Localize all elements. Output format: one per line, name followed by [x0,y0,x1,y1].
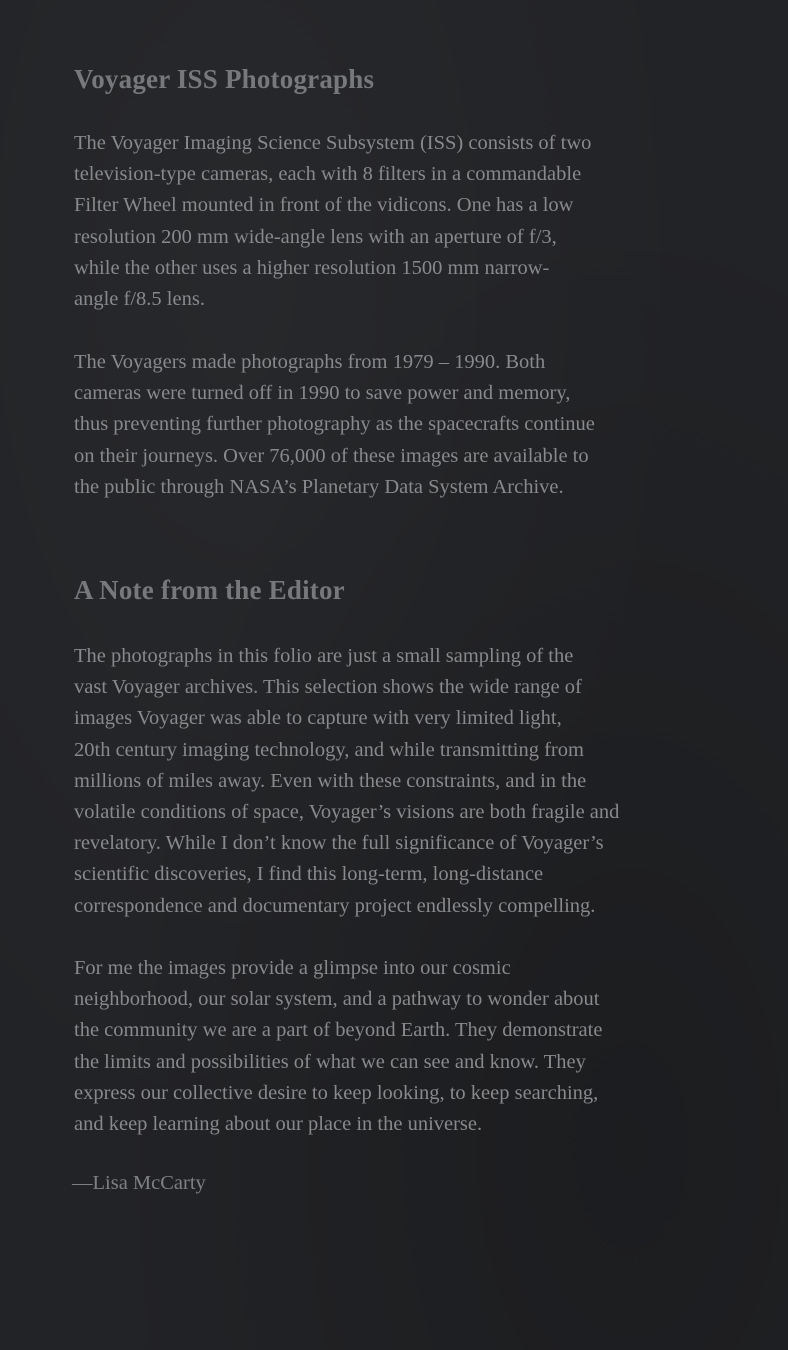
text-line: The Voyagers made photographs from 1979 – 1990. Both [74,351,546,373]
text-line: 20th century imaging technology, and while transmitting from [74,738,584,761]
section-heading-voyager-iss: Voyager ISS Photographs [74,64,375,94]
paragraph-editor-note-2 [74,953,724,1140]
text-line: on their journeys. Over 76,000 of these images are available to [74,444,589,467]
text-line: scientific discoveries, I find this long-term, long-distance [74,863,544,886]
section-heading-editor-note: A Note from the Editor [74,575,345,605]
text-line: television-type cameras, each with 8 filters in a commandable [74,163,582,186]
text-line: images Voyager was able to capture with very limited light, [74,707,562,730]
text-line: The Voyager Imaging Science Subsystem (ISS) consists of two [74,132,592,154]
text-line: millions of miles away. Even with these constraints, and in the [74,769,587,792]
paragraph-editor-note-1 [74,641,724,922]
text-line: volatile conditions of space, Voyager’s visions are both fragile and [74,801,620,824]
text-line: while the other uses a higher resolution 1500 mm narrow- [74,256,550,279]
text-line: thus preventing further photography as the spacecrafts continue [74,413,595,436]
text-line: The photographs in this folio are just a small sampling of the [74,645,574,667]
text-line: cameras were turned off in 1990 to save power and memory, [74,382,571,405]
text-line: vast Voyager archives. This selection shows the wide range of [74,676,582,699]
text-line: correspondence and documentary project endlessly compelling. [74,894,596,917]
text-line: neighborhood, our solar system, and a pathway to wonder about [74,988,600,1011]
text-line: the limits and possibilities of what we can see and know. They [74,1050,586,1073]
editor-signature: —Lisa McCarty [72,1172,206,1194]
text-line: the community we are a part of beyond Earth. They demonstrate [74,1019,603,1042]
paragraph-photograph-history [74,347,724,503]
text-line: For me the images provide a glimpse into our cosmic [74,957,511,979]
text-line: the public through NASA’s Planetary Data System Archive. [74,475,564,498]
text-line: and keep learning about our place in the universe. [74,1113,483,1136]
text-line: Filter Wheel mounted in front of the vidicons. One has a low [74,194,574,217]
text-line: revelatory. While I don’t know the full significance of Voyager’s [74,832,604,855]
paragraph-iss-description [74,128,724,315]
text-line: resolution 200 mm wide-angle lens with an aperture of f/3, [74,225,557,248]
text-line: angle f/8.5 lens. [74,288,205,311]
text-line: express our collective desire to keep looking, to keep searching, [74,1081,599,1104]
